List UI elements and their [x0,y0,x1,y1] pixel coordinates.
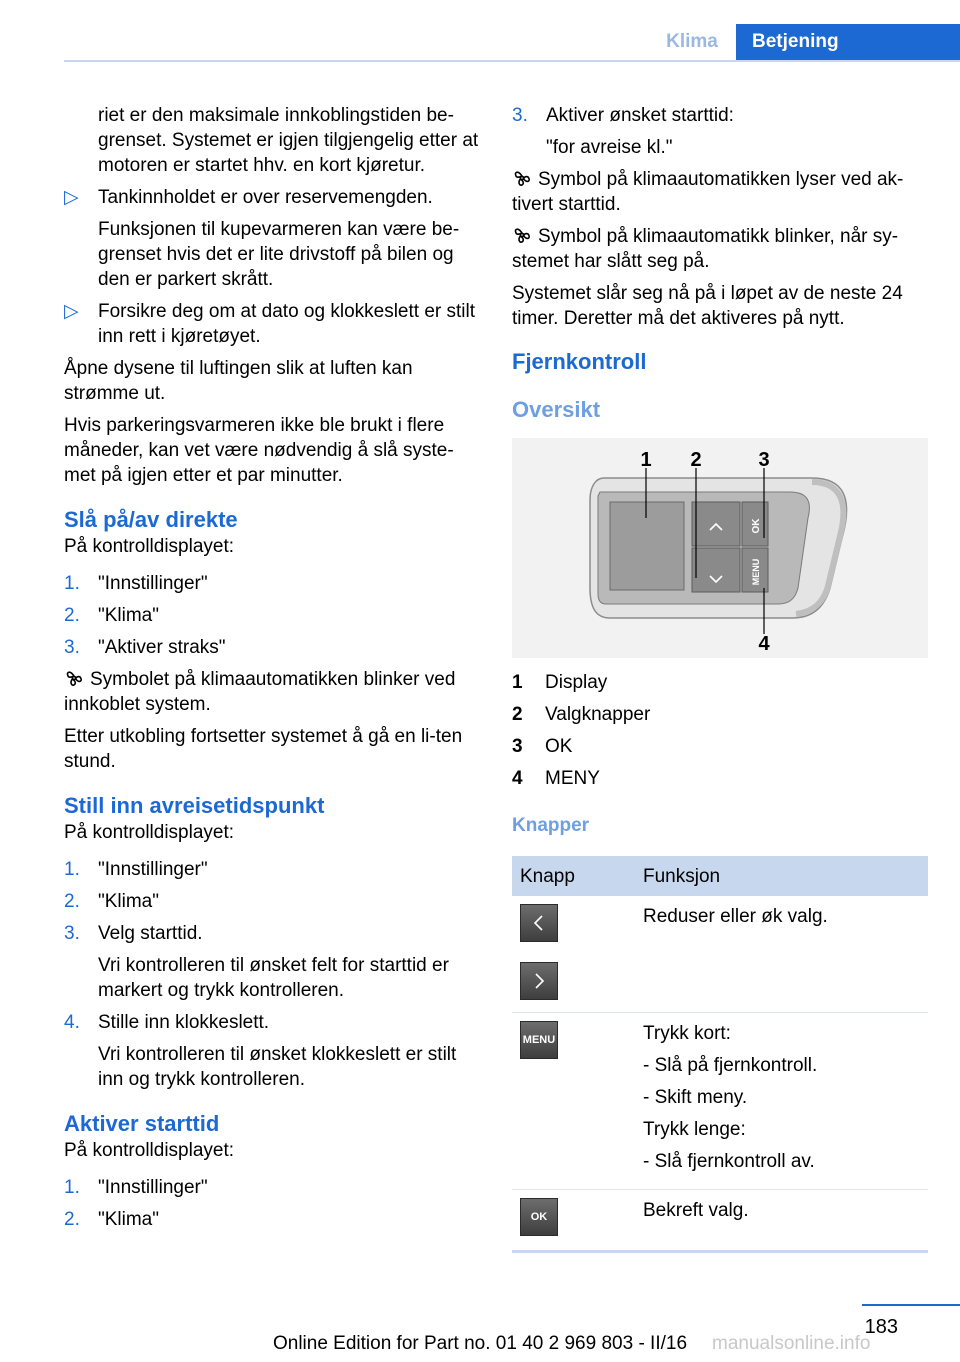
legend-number: 2 [512,704,523,725]
legend-item [512,702,928,727]
paragraph: Systemet slår seg nå på i løpet av de neste 24 timer. Deretter må det aktiveres på nytt. [512,283,903,329]
step-item [64,1207,484,1232]
legend-item [512,670,928,695]
page-number: 183 [864,1316,898,1338]
step-number: 3. [64,923,80,944]
step-text: Stille inn klokkeslett. [98,1012,270,1033]
paragraph: Hvis parkeringsvarmeren ikke ble brukt i flere måneder, kan vet være nødvendig å slå syste-met på igjen etter et par minutter. [64,415,454,486]
column-header: Knapp [512,856,635,896]
remote-illustration [512,438,928,658]
symbol-note-text: Symbol på klimaautomatikk blinker, når sy-stemet har slått seg på. [512,226,899,272]
section-heading: Still inn avreisetidspunkt [64,793,325,818]
subsection-heading: Knapper [512,815,590,836]
step-number: 1. [64,859,80,880]
paragraph: Etter utkobling fortsetter systemet å gå en li-ten stund. [64,726,463,772]
continued-text: riet er den maksimale innkoblingstiden be-grenset. Systemet er igjen tilgjengelig etter at motoren er startet hhv. en kort kjøretur. [98,105,479,176]
bullet-text: Forsikre deg om at dato og klokkeslett er stilt inn rett i kjøretøyet. [98,301,475,347]
section-intro: På kontrolldisplayet: [64,822,235,843]
step-item [64,603,484,628]
step-item [64,571,484,596]
paragraph: Åpne dysene til luftingen slik at luften kan strømme ut. [64,358,413,404]
header-tab-chapter: Betjening [736,24,960,60]
legend-item [512,734,928,759]
function-cell [635,896,928,1013]
triangle-bullet-icon: ▷ [64,301,79,322]
function-text: Trykk kort: [643,1023,731,1044]
step-item [64,889,484,914]
bullet-text: Tankinnholdet er over reservemengden. [98,187,433,208]
step-item [64,857,484,882]
table-row [512,896,928,1013]
step-item [512,103,928,128]
callout-4: 4 [758,633,770,655]
table-row [512,1013,928,1190]
section-intro: På kontrolldisplayet: [64,536,235,557]
function-text: - Slå fjernkontroll av. [643,1151,815,1172]
menu-key-label: MENU [751,558,761,586]
left-arrow-key-icon [520,904,558,942]
legend-number: 4 [512,768,523,789]
ok-key-label: OK [751,518,762,534]
legend-number: 1 [512,672,523,693]
step-number: 3. [512,105,528,126]
step-item [64,921,484,946]
symbol-note [512,224,928,274]
key-cell [512,896,635,1013]
section-intro: På kontrolldisplayet: [64,1140,235,1161]
menu-key-icon [520,1021,558,1059]
step-subtext: Vri kontrolleren til ønsket klokkeslett er stilt inn og trykk kontrolleren. [98,1044,457,1090]
step-text: "Innstillinger" [98,573,208,594]
ok-key-icon-label: OK [530,1210,548,1223]
header-rule [64,60,960,62]
legend-text: OK [545,736,573,757]
section-heading: Aktiver starttid [64,1111,220,1136]
function-cell [635,1013,928,1190]
fan-icon [64,669,84,687]
step-number: 4. [64,1012,80,1033]
legend-number: 3 [512,736,523,757]
callout-3: 3 [758,449,770,471]
step-item [64,1175,484,1200]
symbol-note-text: Symbol på klimaautomatikken lyser ved ak-tivert starttid. [512,169,904,215]
menu-key-icon-label: MENU [522,1033,556,1046]
triangle-bullet-icon: ▷ [64,187,79,208]
step-subtext: "for avreise kl." [546,137,673,158]
table-row [512,1190,928,1252]
step-text: Aktiver ønsket starttid: [546,105,734,126]
key-cell [512,1013,635,1190]
footer-rule [862,1304,960,1306]
step-text: "Aktiver straks" [98,637,226,658]
column-header: Funksjon [635,856,928,896]
bullet-subtext: Funksjonen til kupevarmeren kan være be-grenset hvis det er lite drivstoff på bilen og den er parkert skrått. [98,219,460,290]
remote-key-drawing [512,438,928,658]
step-number: 1. [64,1177,80,1198]
section-heading: Slå på/av direkte [64,507,238,532]
step-number: 2. [64,605,80,626]
callout-1: 1 [640,449,652,471]
subsection-heading: Oversikt [512,397,601,422]
function-text: Bekreft valg. [643,1200,749,1221]
step-number: 3. [64,637,80,658]
step-text: "Innstillinger" [98,859,208,880]
step-number: 1. [64,573,80,594]
step-number: 2. [64,891,80,912]
legend-text: MENY [545,768,600,789]
display-area [610,502,684,590]
buttons-table [512,856,928,1253]
step-item [64,635,484,660]
function-text: Reduser eller øk valg. [643,906,828,927]
watermark: manualsonline.info [712,1333,871,1354]
fan-icon [512,169,532,187]
legend-item [512,766,928,791]
symbol-note [64,667,484,717]
function-text: Trykk lenge: [643,1119,746,1140]
step-text: "Klima" [98,891,159,912]
step-number: 2. [64,1209,80,1230]
legend-text: Valgknapper [545,704,651,725]
bullet-item [64,185,484,210]
ok-key-icon [520,1198,558,1236]
step-subtext: Vri kontrolleren til ønsket felt for starttid er markert og trykk kontrolleren. [98,955,449,1001]
step-text: "Klima" [98,605,159,626]
symbol-note-text: Symbolet på klimaautomatikken blinker ved innkoblet system. [64,669,456,715]
step-text: "Klima" [98,1209,159,1230]
header-tab-section: Klima [666,31,718,52]
bullet-item [64,299,484,349]
section-heading: Fjernkontroll [512,349,647,374]
edition-line: Online Edition for Part no. 01 40 2 969 803 - II/16 [272,1333,688,1354]
symbol-note [512,167,928,217]
step-text: Velg starttid. [98,923,203,944]
left-column [64,103,484,1239]
key-cell [512,1190,635,1252]
legend-text: Display [545,672,608,693]
function-text: - Skift meny. [643,1087,748,1108]
right-arrow-key-icon [520,962,558,1000]
callout-2: 2 [690,449,702,471]
step-item [64,1010,484,1035]
table-header-row [512,856,928,896]
right-column [512,103,928,1253]
fan-icon [512,226,532,244]
step-text: "Innstillinger" [98,1177,208,1198]
function-cell [635,1190,928,1252]
legend-list [512,670,928,791]
function-text: - Slå på fjernkontroll. [643,1055,818,1076]
